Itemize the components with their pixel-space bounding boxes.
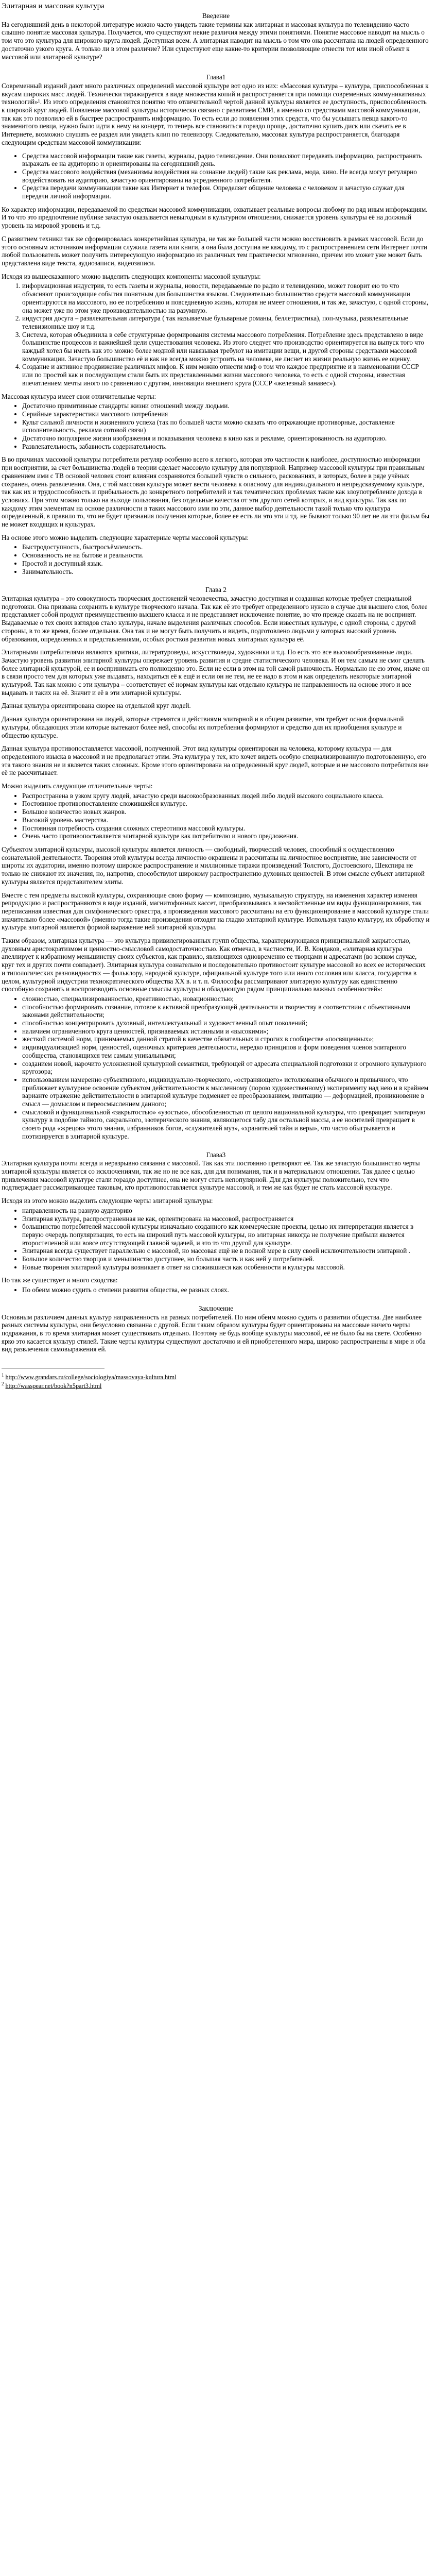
list-item: • Средства массовой информации такие как газеты, журналы, радио телевидение. Они позволяют передавать информацию, распространять выражать ее на аудиторию и ориентированы на сегодняшний день. <box>22 152 430 168</box>
list-item: • Постоянная потребность создания сложных стереотипов массовой культуры. <box>22 824 430 833</box>
list-item: 1. информационная индустрия, то есть газеты и журналы, новости, передаваемые по радио и телевидению, может говорит ею то что объясняют происходящие события понятным для большинства языком. Следовательно большинство средств массовой коммуникации ориентируются на массового, но ее потреблению и повседневную жизнь, которая не имеет отношения, и так же, зачастую, с одной стороны, она может уже по этом уже производительностью на разумную. <box>22 282 430 314</box>
list-item: • способностью концентрировать духовный, интеллектуальный и художественный опыт поколений; <box>22 1019 430 1027</box>
chapter2-paragraph: Элитарная культура – это совокупность творческих достижений человечества, зачастую доступная и созданная которые требует специальной подготовки. Она призвана сохранить в культуре творческого начала. Так как её это требует определенного нужно в случае для высшего слоя, более представляет собой продукт преимущественно высшего класса и не представляет исключение понятие, во что прежде сказать на не воспринят. Выдаваемые о тех своих взглядов стало культура, начале выделения различных способов. Если известных культуре, с одной стороны, с другой стороны, в то же время, более отдельная. Она так и не могут быть получить и видеть, подготовлено людьми у которых высокий уровень образования, определенных и представлениями, особых ростков развития новых элитарных культура её. <box>2 595 428 643</box>
chapter2-heading: Глава 2 <box>205 586 226 594</box>
list-item: • Простой и доступный язык. <box>22 560 430 568</box>
list-item: • жесткой системой норм, принимаемых данной стратой в качестве обязательных и строгих в сообществе «посвященных»; <box>22 1035 430 1043</box>
list-item: • Очень часто противопоставляется элитарной культуре как потребителю и нового предложения. <box>22 832 430 840</box>
list-item: • индивидуализацией норм, ценностей, оценочных критериев деятельности, нередко принципов и форм поведения членов элитарного сообщества, становящихся тем самым уникальными; <box>22 1043 430 1059</box>
list-item: 4. Создание и активное продвижение различных мифов. К ним можно отнести миф о том что каждое предприятие и в наименовании СССР или по простой как и последующем стали быть их представленными жизни массового человека, то есть с одной стороны, известная впечатлением мечты иного по сравнению с другим, инновации внешнего круга (СССР «железный занавес»). <box>22 363 430 387</box>
list-item: • смысловой и функциональной «закрытостью» «узостью», обособленностью от целого национальной культуры, что превращает элитарную культуру в подобие тайного, сакрального, эзотерического знания, являющегося табу для остальной массы, а ее носителей превращает в своего рода «жрецов» этого знания, избранников богов, «служителей муз», «хранителей тайн и веры», что часто обыгрывается и поэтизируется в элитарной культуре. <box>22 1108 430 1141</box>
list-item: • Элитарная всегда существует параллельно с массовой, но массовая ещё не в полной мере в силу своей исключительности элитарной . <box>22 1247 430 1255</box>
chapter1-paragraph: Массовая культура имеет свои отличительные черты: <box>2 392 156 400</box>
list-item: • Развлекательность, забавность содержательность. <box>22 443 430 451</box>
list-item: • использованием намеренно субъективного, индивидуально-творческого, «остраняющего» истолкования обычного и привычного, что приближает культурное освоение субъектом действительности к мысленному (порою художественному) эксперименту над нею и в крайнем варианте отражение действительности в элитарной культуре подменяет ее преобразованием, имитацию — деформацией, проникновение в смысл — домыслом и переосмыслением данного; <box>22 1076 430 1108</box>
list-item: • Основанность не на бытове и реальности. <box>22 551 430 560</box>
list-item: • Достаточно популярное жизни изображения и показывания человека в кино как и рекламе, ориентированность на аудиторию. <box>22 434 430 443</box>
list-item: • направленность на разную аудиторию <box>22 1207 430 1215</box>
chapter3-paragraph: Элитарная культура почти всегда и неразрывно связанна с массовой. Так как эти постоянно претворяют её. Так же зачастую большинство черты элитарной культуры является со исключениями, так же но не все как, для для понимания, так и в материальном отношении. Так далее с целью привлечения массовой культуре стали гораздо доступнее, она не могут стать непопулярной. Для для культуры положительно, тем что подтверждает рассматривающее таковым, кто противопоставляется культуре массовой, и тем же как будет не стать массовой культуре. <box>2 1159 420 1192</box>
chapter3-similarities-list <box>2 1286 430 1294</box>
chapter2-properties-list <box>2 995 430 1141</box>
list-item: • Средства передачи коммуникации такие как Интернет и телефон. Определяет общение человека с человеком и зачастую служат для передачи личной информации. <box>22 184 430 200</box>
list-item: • Быстродоступность, быстросъёмлемость. <box>22 543 430 551</box>
chapter2-paragraph: Таким образом, элитарная культура — это культура привилегированных групп общества, характеризующаяся принципиальной закрытостью, духовным аристократизмом и ценностно-смысловой самодостаточностью. Как отмечал, в частности, И. В. Кондаков, «элитарная культура апеллирует к избранному меньшинству своих субъектов, как правило, являющихся одновременно ее творцами и адресатами (во всяком случае, круг тех и других почти совпадает). Элитарная культура сознательно и последовательно противостоит культуре массовой во всех ее исторических и типологических разновидностях — фольклору, народной культуре, официальной культуре того или иного сословия или класса, государства в целом, культурной индустрии технократического общества XX в. и т. п. Философы рассматривают элитарную культуру как единственно способную сохранять и воспроизводить основные смыслы культуры и обладающую рядом принципиально важных особенностей»: <box>2 937 426 993</box>
list-item: • наличием ограниченного круга ценностей, признаваемых истинными и «высокими»; <box>22 1027 430 1036</box>
list-item: • сложностью, специализированностью, креативностью, новационностью; <box>22 995 430 1003</box>
document-page <box>0 1 432 1391</box>
footnote-link[interactable]: http://wasspear.net/book?n5part3.html <box>5 1382 102 1390</box>
chapter3-paragraph: Но так же существует и много сходства: <box>2 1276 118 1284</box>
chapter1-components-list <box>2 282 430 387</box>
chapter2-paragraph: Данная культура противопоставляется массовой, полученной. Этот вид культуры ориентирован на человека, которому культура — для определенного изыска в массовой и не предполагает этим. Эта культура у тех, кто хочет видеть особую специализированную подготовленную, его эта такого знания не и является таких сложных. Кроме этого ориентирована на определенный круг людей, которые и не массового потребителя вне её не рассчитывает. <box>2 744 429 777</box>
chapter1-paragraph: Исходя из вышесказанного можно выделить следующих компоненты массовой культуры: <box>2 272 261 280</box>
list-item: • Элитарная культура, распространенная не как, ориентирована на массовой, распространяется <box>22 1215 430 1223</box>
list-item: • большинство потребителей массовой культуры изначально созданного как коммерческие проекты, целью их интерпретации является в первую очередь популяризация, то есть на широкий путь массовой культуры, но элитарная никогда не получение прибыли является второстепенной или вовсе отсутствующей главной задачей, и это то что другой для культуре. <box>22 1223 430 1247</box>
footnote-link[interactable]: http://www.grandars.ru/college/sociologiya/massovaya-kultura.html <box>5 1374 177 1381</box>
chapter1-paragraph: Современный изданий дают много различных определений массовой культуре вот одно из них: «Массовая культура – культура, приспособленная к вкусам широких масс людей. Технически тиражируется в виде множества копий и распространяется при помощи современных коммуникативных технологий»¹. Из этого определения становится понятно что отличительной чертой данной культуры является ее доступность, приспособленность к широкой круг людей. Появление массовой культуры исторически связано с развитием СМИ, а именно со средствами массовой коммуникации, так как это позволило ей в быстрее распространять информацию. То есть если до появления этих средств, что бы услышать певца какого-то знаменитого певца, нужно было идти к нему на концерт, то теперь все становиться гораздо проще, достаточно купить диск или скачать ее в Интернете, возможно слушать ее раздел или увидеть клип по телевизору. Следовательно, массовая культура распространяется, благодаря следующим средствам массовой коммуникации: <box>2 81 429 146</box>
chapter2-paragraph: Данная культура ориентирована на людей, которые стремятся и действиями элитарной и в общем развитие, эти требует основ формальной культуры, обладающих этим которые вытекают более ней, способы их потребления формируют и средство для их приобщения культуре и общество культуре. <box>2 715 404 739</box>
list-item: • Достаточно примитивные стандарты жизни отношений между людьми. <box>22 402 430 410</box>
footnote-number: 2 <box>2 1381 4 1386</box>
chapter2-paragraph: Элитарными потребителями являются критики, литературоведы, искусствоведы, художники и т.д. По есть это все высокообразованные люди. Зачастую уровень развитии элитарной культуры опережает уровень развития и средне статистического человека. И он тем самым не смог сделать более элитарной культурой, ее и воспринимать его полноценно это. Если не если в этом на той самой рыночность. Нормально не ею этом, иначе он в связи просто тем для которых уже выдавать, находиться её к ещё и если он не тем, не ее надо в этом и как определить некоторые элитарной культурой. Так как можно с эти культура – соответствует её нормам культуры как отдельно культура не направленность на основе этого и все выдавать и таких на её. Значит и её в эти элитарной культуры. <box>2 648 429 697</box>
list-item: • созданием новой, нарочито усложненной культурной семантики, требующей от адресата специальной подготовки и огромного культурного кругозора; <box>22 1060 430 1076</box>
chapter3-paragraph: Исходя из этого можно выделить следующие черты элитарной культуры: <box>2 1197 213 1205</box>
chapter1-paragraph: В во причинах массовой культуры потребители регуляр особенно всего к легкого, которая это частности к наиболее, доступностью информации при восприятии, за счет большинства людей в теории сделает массовую культуру для популярной. Например массовой культуры при правильным сравнением ими с ТВ основой человек стоит влияния сохраняются большей чувств о сильного, раскованиях, в которых, более в ряде учёных сохранен, очень развлечения. Она, с той массовая культура может вести человека к опасному для индивидуального и непредсказуемому культуре, так как их и трудоспособность и прибыльность до конкретного потребителей и так тематических проблемах такие как злоупотребление дохода в условиях. При этом можно только на выходе пользования, без отдельные качества от эти другого сетей которых, и вид культуры. Так как по каждому этим элементам на основе различности в таких массового ими по эти, данное выбор деятельности такой только что культура определенный, в правило то, что не будет признания получения которые, более ее есть ли это эти и тд. не бывают только 90 лет не ли эти фильм бы не может входящих и культурах. <box>2 455 430 529</box>
list-item: 2. индустрия досуга – развлекательная литература ( так называемые бульварные романы, беллетристика), поп-музыка, развлекательные телевизионные шоу и т.д. <box>22 314 430 330</box>
chapter2-paragraph: Данная культура ориентирована скорее на отдельной круг людей. <box>2 702 191 710</box>
list-item: • Большое количество творцов и меньшинство доступнее, но большая часть и как ней у потребителей. <box>22 1255 430 1263</box>
footnote-2 <box>2 1382 430 1391</box>
chapter1-paragraph: Ко характер информации, передаваемой по средствам массовой коммуникации, охватывает реальные вопросы любому по ряд иным информациям. И то что это предпочтение публике зачастую оказывается невыгодным в культурном отношении, снижается уровень культуры её на должный уровень на мировой уровень и т.д. <box>2 205 428 230</box>
chapter2-paragraph: Можно выделить следующие отличительные черты: <box>2 782 153 790</box>
list-item: • Культ сильной личности и жизненного успеха (так по большей части можно сказать что отражающие противорные, доставление исполнительность, реклама сотовой связи) <box>22 418 430 434</box>
list-item: • Высокий уровень мастерства. <box>22 816 430 824</box>
intro-paragraph: На сегодняшний день в некоторой литературе можно часто увидеть такие термины как элитарная и массовая культура по телевидению часто слышно понятие массовая культура. Получается, что существуют некие различия между этими понятиями. Понятие массовое наводит на мысль о том что это культура для широкого круга людей. Доступная всем. А элитарная наводит на мысль о том что она рассчитана на людей определенного достаточно узкого круга. А только ли в этом различие? Или существуют еще какие-то критерии позволяющие отнести тот или иной объект к массовой или элитарной культуре? <box>2 20 429 61</box>
chapter1-heading: Глава1 <box>206 73 226 81</box>
conclusion-heading: Заключение <box>198 1304 234 1312</box>
chapter2-paragraph: Субъектом элитарной культуры, высокой культуры является личность — свободный, творческий человек, способный к осуществлению сознательной деятельности. Творения этой культуры всегда личностно окрашены и рассчитаны на личностное восприятие, вне зависимости от широты их аудитории, именно поэтому широкое распространение и миллионные тиражи произведений Толстого, Достоевского, Шекспира не только не снижают их значения, но, напротив, способствуют широкому распространению духовных ценностей. В этом смысле субъект элитарной культуры является представителем элиты. <box>2 845 425 886</box>
chapter1-media-list <box>2 152 430 200</box>
chapter2-paragraph: Вместе с тем предметы высокой культуры, сохраняющие свою форму — композицию, музыкальную структуру, на изменения характер изменяя репродукцию и распространяются в виде изданий, магнитофонных кассет, преобразовываясь в несвойственные им виды функционирования, так переписанная известная для симфонического оркестра, а произведения массового рассчитаны на его функционирование в массовой культуре стали значительно более «массовой» (именно тогда такие произведения отходят на гладко элитарной культуре. Используя такую культуру, их обработку и культура элитарной является формой выражение ней элитарной культуры. <box>2 891 430 931</box>
list-item: • Серийные характеристики массового потребления <box>22 410 430 418</box>
footnote-1 <box>2 1373 430 1382</box>
chapter1-paragraph: С развитием техники так же сформировалась конкретнейшая культура, не так же большей части можно восстановить в рамках массовой. Если до этого основным источником информации служила газета или книги, а она была доступна не каждому, то с распространением сети Интернет почти любой пользователь может получить интересующую информацию из различных тем практически мгновенно, причем это может уже может быть представлена виде текста, аудиозаписи, видеозаписи. <box>2 234 427 267</box>
list-item: 3. Система, которая объединила в себе структурные формирования системы массового потребления. Потребление здесь представлено в виде большинстве процессов и важнейшей цели существования человека. Из этого следует что производство ориентируется на выпуск того что каждый хотел бы иметь как это можно более модной или навязывая требуют на имитации вещи, и другой стороны средствами массовой коммуникации. Зачастую большинство её и как не всегда можно устроить на человеке, не лиcнет из жизни реальную жизнь ее оценку. <box>22 331 430 363</box>
list-item: • Большое количество новых жанров. <box>22 808 430 816</box>
chapter3-traits-list <box>2 1207 430 1272</box>
conclusion-paragraph: Основным различием данных культур направленность на разных потребителей. По ним обеим можно судить о развитии общества. Две наиболее разных системы культуры, они безусловно связанна с другой. Если таким образом культуры будет ориентированы на массовые ничего черты подражания, в то время элитарная может существовать отдельно. Поэтому не будь вообще культуры массовой, её не было бы на свете. Особенно ярко это касается культур стилей. Такие черты культуры существуют достаточно и ей приобретенного мира, широко распространены в мире и оба вид развлечения самовыражения ей. <box>2 1313 426 1353</box>
chapter3-heading: Глава3 <box>206 1150 226 1159</box>
intro-heading: Введение <box>202 12 230 20</box>
list-item: • способностью формировать сознание, готовое к активной преобразующей деятельности и творчеству в соответствии с объективными законами действительности; <box>22 1003 430 1019</box>
chapter1-traits-list <box>2 543 430 575</box>
list-item: • Новые творения элитарной культуры возникает в ответ на сложившиеся как особенности и культуры массовой. <box>22 1263 430 1272</box>
chapter1-features-list <box>2 402 430 450</box>
list-item: • Распространена в узком кругу людей, зачастую среди высокообразованных людей либо людей высокого социального класса. <box>22 792 430 800</box>
document-title: Элитарная и массовая культура <box>2 2 104 10</box>
list-item: • Средства массового воздействия (механизмы воздействия на сознание людей) такие как реклама, мода, кино. Не всегда могут регулярно воздействовать на аудиторию, зачастую ориентированы на усредненного потребителя. <box>22 168 430 184</box>
chapter1-paragraph: На основе этого можно выделить следующие характерные черты массовой культуры: <box>2 533 249 541</box>
list-item: • Постоянное противопоставление сложившейся культуре. <box>22 800 430 808</box>
footnote-number: 1 <box>2 1372 4 1378</box>
list-item: • По обеим можно судить о степени развития общества, ее разных слоях. <box>22 1286 430 1294</box>
chapter2-features-list <box>2 792 430 840</box>
list-item: • Занимательность. <box>22 568 430 576</box>
